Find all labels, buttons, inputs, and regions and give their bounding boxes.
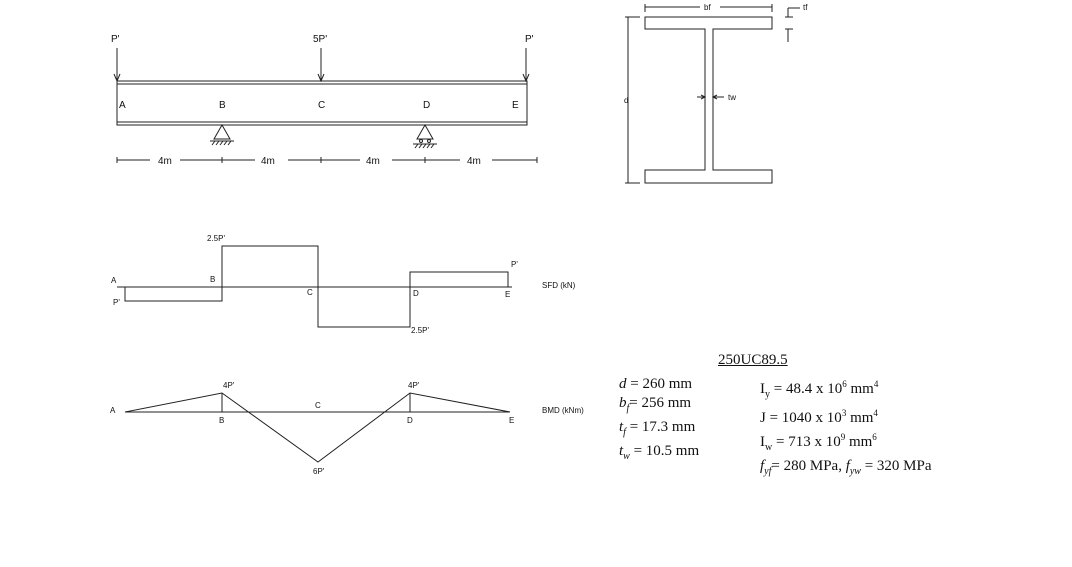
section-properties-list xyxy=(760,375,932,481)
prop-fy: $f_{yf}= 280$ MPa, $f_{yw} = 320$ MPa xyxy=(760,458,932,477)
beam-point-c: C xyxy=(318,100,326,111)
dim-bf: bf xyxy=(704,3,711,12)
bending-moment-diagram xyxy=(110,381,584,476)
sfd-point-c: C xyxy=(307,288,313,297)
bmd-point-d: D xyxy=(407,416,413,425)
span-bc: 4m xyxy=(261,156,275,167)
section-title xyxy=(718,351,788,370)
bmd-moment-d: 4P' xyxy=(408,381,420,390)
beam-point-d: D xyxy=(423,100,431,111)
dim-d: d xyxy=(624,96,629,105)
span-de: 4m xyxy=(467,156,481,167)
load-left-label: P' xyxy=(111,34,120,45)
bmd-point-c: C xyxy=(315,401,321,410)
sfd-label: SFD (kN) xyxy=(542,281,576,290)
span-dimensions xyxy=(117,156,537,167)
load-left xyxy=(111,34,120,81)
beam-diagram xyxy=(111,34,537,167)
i-section-outline xyxy=(645,17,772,183)
load-center-label: 5P' xyxy=(313,34,328,45)
section-dimensions-list xyxy=(619,375,699,466)
prop-j: J = 1040 x $10^3$ $mm^4$ xyxy=(760,408,878,426)
dim-tf: tf xyxy=(803,3,808,12)
bmd-label: BMD (kNm) xyxy=(542,406,584,415)
prop-bf: $b_f= 256$ mm xyxy=(619,395,692,414)
bmd-moment-b: 4P' xyxy=(223,381,235,390)
pin-support-b xyxy=(210,125,234,145)
bmd-point-b: B xyxy=(219,416,225,425)
beam-point-e: E xyxy=(512,100,519,111)
load-center xyxy=(313,34,327,81)
sfd-peak-positive: 2.5P' xyxy=(207,234,225,243)
sfd-point-a: A xyxy=(111,276,117,285)
prop-tw: $t_w = 10.5$ mm xyxy=(619,443,700,462)
bmd-point-e: E xyxy=(509,416,515,425)
section-designation: 250UC89.5 xyxy=(718,352,788,368)
shear-force-diagram xyxy=(111,234,576,335)
beam-point-a: A xyxy=(119,100,126,111)
span-ab: 4m xyxy=(158,156,172,167)
dim-tw: tw xyxy=(728,93,736,102)
sfd-peak-negative: 2.5P' xyxy=(411,326,429,335)
load-right xyxy=(523,34,534,81)
bmd-moment-c: 6P' xyxy=(313,467,325,476)
sfd-point-d: D xyxy=(413,289,419,298)
i-section xyxy=(624,3,808,183)
sfd-point-b: B xyxy=(210,275,216,284)
prop-iw: $I_w = 713$ x $10^9$ $mm^6$ xyxy=(760,432,877,453)
roller-support-d xyxy=(413,125,437,148)
sfd-left-value: P' xyxy=(113,298,120,307)
prop-iy: $I_y = 48.4$ x $10^6$ $mm^4$ xyxy=(760,379,879,400)
sfd-right-value: P' xyxy=(511,260,518,269)
prop-d: d = 260 mm xyxy=(619,376,693,392)
load-right-label: P' xyxy=(525,34,534,45)
span-cd: 4m xyxy=(366,156,380,167)
sfd-point-e: E xyxy=(505,290,511,299)
prop-tf: $t_f = 17.3$ mm xyxy=(619,419,696,438)
beam-point-b: B xyxy=(219,100,226,111)
bmd-point-a: A xyxy=(110,406,116,415)
